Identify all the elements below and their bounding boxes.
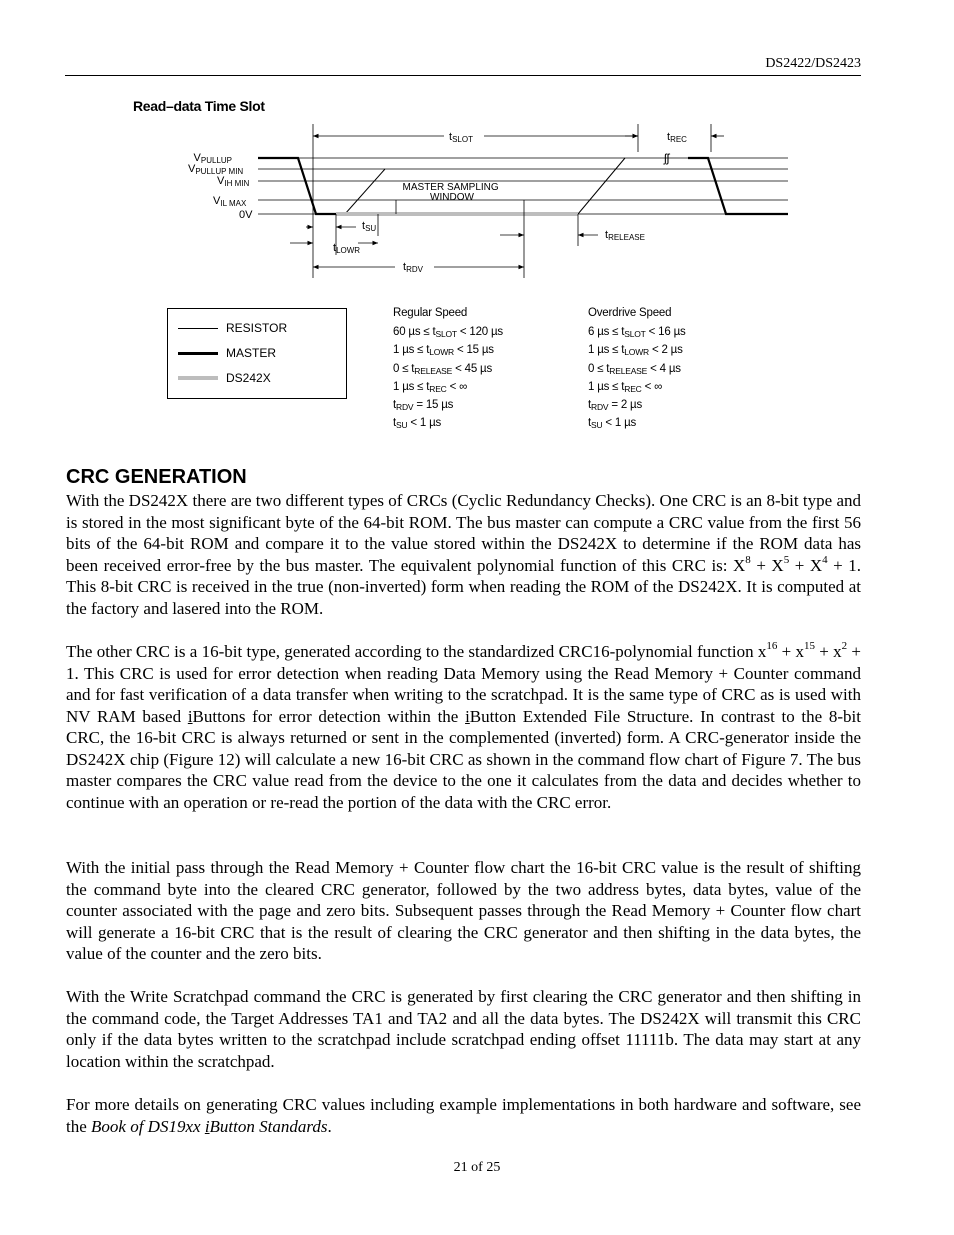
regular-speed-title: Regular Speed	[393, 307, 468, 319]
regular-spec-row: 60 $\mu s \le t_{SLOT} < 120$ µs	[393, 326, 503, 339]
legend-box	[167, 308, 347, 399]
text: The other CRC is a 16-bit type, generated according to the standardized CRC16-polynomial function x	[66, 642, 767, 661]
paragraph-5	[66, 1094, 861, 1137]
text: + 1. This 8-bit CRC is received in the true (non-inverted) form when reading the ROM of the DS242X. It is computed at the factory and lasered into the ROM.	[66, 555, 861, 618]
regular-spec-row: 1 $\mu s \le t_{REC}$ < ∞	[393, 380, 468, 394]
label-vpullup-min: VPULLUP MIN	[188, 163, 244, 176]
book-title: Book of DS19xx	[91, 1116, 205, 1136]
overdrive-speed-title: Overdrive Speed	[588, 307, 672, 319]
master-trace	[258, 158, 788, 214]
legend-label: MASTER	[226, 346, 277, 360]
diagram-title: Read–data Time Slot	[133, 98, 265, 114]
t-rdv-label: tRDV	[403, 261, 423, 274]
text: + X	[750, 555, 784, 575]
book-title-i: i	[204, 1116, 210, 1136]
legend-label: RESISTOR	[226, 321, 288, 335]
overdrive-spec-row: 6 $\mu s \le t_{SLOT} < 16$ µs	[588, 326, 686, 339]
paragraph-2	[66, 641, 861, 813]
text: + x	[815, 642, 842, 661]
superscript: 16	[766, 640, 778, 653]
superscript: 4	[822, 553, 828, 566]
overdrive-spec-row: $t_{RDV} = 2$ µs	[588, 399, 643, 413]
legend-swatch-gray	[178, 376, 218, 380]
label-vil-max: VIL MAX	[213, 195, 247, 208]
ibutton-i: i	[465, 706, 470, 726]
reference-levels	[258, 158, 788, 214]
regular-spec-row: $0 \le t_{RELEASE} < 45$ µs	[393, 362, 492, 376]
legend-label: DS242X	[226, 371, 271, 385]
overdrive-spec-row: $t_{SU} < 1$ µs	[588, 417, 637, 431]
superscript: 8	[745, 553, 751, 566]
book-title: Button Standards	[209, 1116, 328, 1136]
text: .	[327, 1116, 332, 1136]
text: + 1. This CRC is used for error detection when reading Data Memory using the Read Memory + Counter command and for fast verification of a data transfer when writing to the scratchpad. It is the same type of CRC as is used with NV RAM based	[66, 642, 861, 726]
overdrive-speed-specs	[588, 307, 686, 436]
timing-ticks	[313, 124, 711, 278]
t-slot-label: tSLOT	[449, 131, 473, 144]
legend-swatch-thin	[178, 328, 218, 329]
header-part-number: DS2422/DS2423	[765, 56, 861, 71]
t-rec-label: tREC	[667, 131, 687, 144]
text: Buttons for error detection within the	[192, 706, 466, 726]
t-release-label: tRELEASE	[605, 229, 645, 242]
paragraph-4: With the Write Scratchpad command the CRC is generated by first clearing the CRC generator and then shifting in the command code, the Target Addresses TA1 and TA2 and all the data bytes. The DS242X will transmit this CRC only if the data bytes written to the scratchpad include scratchpad ending offset 11111b. The data may start at any location within the scratchpad.	[66, 987, 861, 1071]
t-lowr-label: tLOWR	[333, 242, 361, 255]
paragraph-3: With the initial pass through the Read Memory + Counter flow chart the 16-bit CRC value is the result of shifting the command byte into the cleared CRC generator, followed by the two address bytes, data bytes, value of the counter associated with the page and zero bits. Subsequent passes through the Read Memory + Counter flow chart will generate a 16-bit CRC that is the result of clearing the CRC generator and then shifting in the data bytes, the value of the counter and the zero bits.	[66, 858, 861, 963]
text: Button Extended File Structure. In contrast to the 8-bit CRC, the 16-bit CRC is always returned or sent in the complemented (inverted) form. A CRC-generator inside the DS242X chip (Figure 12) will calculate a new 16-bit CRC as shown in the command flow chart of Figure 7. The bus master compares the CRC value read from the device to the one it calculates from the data and decides whether to continue with an operation or re-read the portion of the data with the CRC error.	[66, 706, 862, 812]
label-vih-min: VIH MIN	[217, 175, 250, 188]
label-vpullup: VPULLUP	[193, 152, 232, 165]
overdrive-spec-row: 1 $\mu s \le t_{REC}$ < ∞	[588, 380, 663, 394]
text: + X	[789, 555, 823, 575]
regular-spec-row: 1 $\mu s \le t_{LOWR} < 15$ µs	[393, 344, 494, 358]
t-su-label: tSU	[362, 220, 377, 233]
sampling-window-label: MASTER SAMPLING WINDOW	[402, 182, 499, 203]
text: For more details on generating CRC values including example implementations in both hardware and software, see the	[66, 1095, 861, 1136]
regular-speed-specs	[393, 307, 503, 436]
label-0v: 0V	[239, 209, 253, 221]
overdrive-spec-row: 1 $\mu s \le t_{LOWR} < 2$ µs	[588, 344, 683, 358]
superscript: 5	[783, 553, 790, 566]
legend-swatch-thick	[178, 352, 218, 355]
page-number: 21 of 25	[453, 1160, 501, 1175]
text: With the DS242X there are two different types of CRCs (Cyclic Redundancy Checks). One CRC is an 8-bit type and is stored in the most significant byte of the 64-bit ROM. The bus master can compute a CRC value from the first 56 bits of the 64-bit ROM and compare it to the value stored within the DS242X to determine if the ROM data has been received error-free by the bus master. The equivalent polynomial function of this CRC is: X	[66, 491, 861, 575]
overdrive-spec-row: $0 \le t_{RELEASE} < 4$ µs	[588, 362, 681, 376]
break-mark: ʃʃ	[664, 151, 670, 165]
section-heading: CRC GENERATION	[66, 466, 247, 488]
regular-spec-row: $t_{SU} < 1$ µs	[393, 417, 442, 431]
superscript: 15	[804, 640, 816, 653]
paragraph-1	[66, 490, 861, 619]
regular-spec-row: $t_{RDV} = 15$ µs	[393, 399, 454, 413]
superscript: 2	[841, 640, 848, 653]
text: + x	[777, 642, 805, 661]
ibutton-i: i	[187, 706, 193, 726]
